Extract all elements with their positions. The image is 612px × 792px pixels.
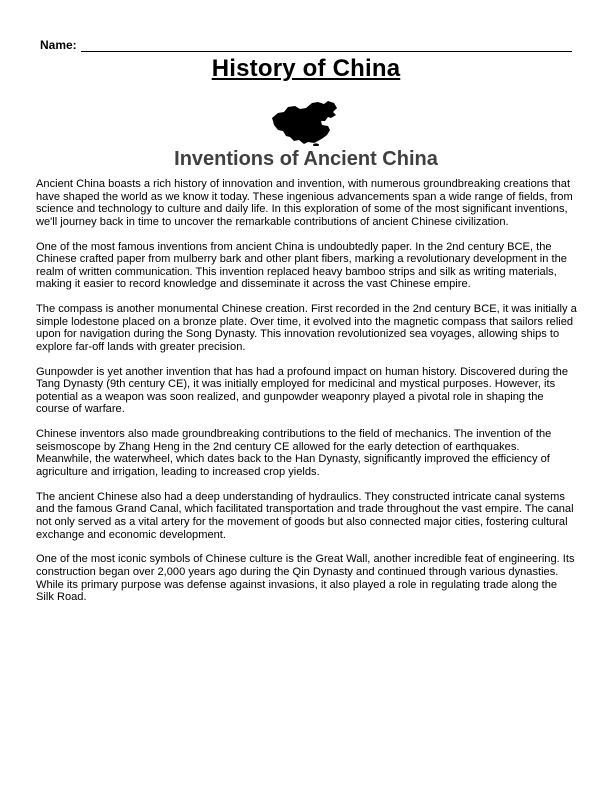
paragraph-paper: One of the most famous inventions from ancient China is undoubtedly paper. In the 2nd century BCE, the Chinese crafted paper from mulberry bark and other plant fibers, marking a revolutionary development in the realm of written communication. This invention replaced heavy bamboo strips and silk as writing materials, making it easier to record knowledge and disseminate it across the vast Chinese empire. (36, 240, 567, 291)
china-map-icon (270, 100, 340, 146)
paragraph-mechanics: Chinese inventors also made groundbreaking contributions to the field of mechanics. The invention of the seismoscope by Zhang Heng in the 2nd century CE allowed for the early detection of earthquakes. Meanwhile, the waterwheel, which dates back to the Han Dynasty, significantly improved the efficiency of agriculture and irrigation, leading to increased crop yields. (36, 428, 552, 479)
paragraph-compass: The compass is another monumental Chinese creation. First recorded in the 2nd century BCE, it was initially a simple lodestone placed on a bronze plate. Over time, it evolved into the magnetic compass that sailors relied upon for navigation during the Song Dynasty. This innovation revolutionized sea voyages, allowing ships to explore far-off lands with greater precision. (36, 303, 577, 353)
name-blank-line[interactable] (81, 38, 572, 52)
paragraph-gunpowder: Gunpowder is yet another invention that has had a profound impact on human history. Discovered during the Tang Dynasty (9th century CE), it was initially employed for medicinal and mystical purposes. However, its potential as a weapon was soon realized, and gunpowder weaponry played a pivotal role in shaping the course of warfare. (36, 365, 568, 416)
page-title: History of China (211, 55, 401, 82)
page-subtitle: Inventions of Ancient China (174, 148, 438, 170)
name-field-row (40, 36, 572, 52)
paragraph-intro: Ancient China boasts a rich history of innovation and invention, with numerous groundbreaking creations that have shaped the world as we know it today. These ingenious advancements span a wide range of fields, from science and technology to culture and daily life. In this exploration of some of the most significant inventions, we'll journey back in time to uncover the remarkable contributions of ancient Chinese civilization. (36, 178, 573, 228)
paragraph-great-wall: One of the most iconic symbols of Chinese culture is the Great Wall, another incredible feat of engineering. Its construction began over 2,000 years ago during the Qin Dynasty and continued through various dynasties. While its primary purpose was defense against invasions, it also played a role in regulating trade along the Silk Road. (36, 553, 575, 604)
article-body (36, 178, 578, 616)
paragraph-hydraulics: The ancient Chinese also had a deep understanding of hydraulics. They constructed intricate canal systems and the famous Grand Canal, which facilitated transportation and trade throughout the vast empire. The canal not only served as a vital artery for the movement of goods but also connected major cities, fostering cultural exchange and economic development. (36, 490, 574, 541)
name-label: Name: (40, 38, 77, 52)
